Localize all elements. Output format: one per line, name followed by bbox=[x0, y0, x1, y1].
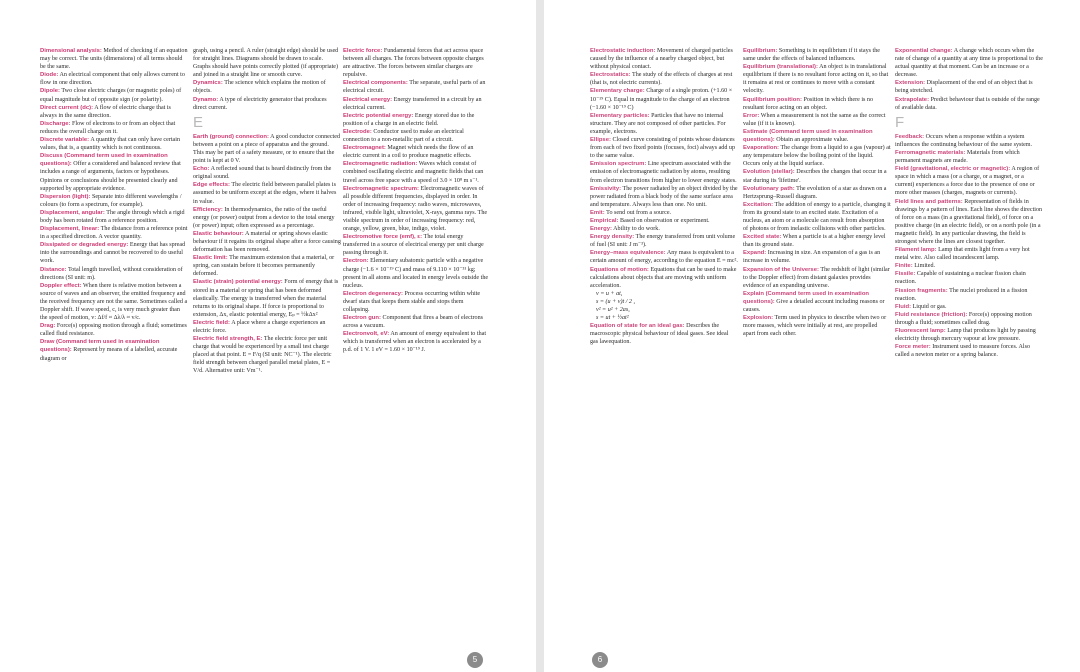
glossary-term: Energy–mass equivalence: bbox=[590, 250, 666, 257]
glossary-entry bbox=[590, 249, 738, 265]
glossary-term: Fluid resistance (friction): bbox=[895, 311, 968, 318]
glossary-definition: The electric force per unit charge that would be experienced by a small test charge placed at that point. E = F/q (SI unit: NC⁻¹). The electric field strength between charged parallel metal plates, E = V/d. Alternative unit: Vm⁻¹. bbox=[193, 336, 332, 375]
glossary-entry bbox=[40, 338, 188, 362]
book-gutter bbox=[536, 0, 544, 672]
glossary-definition: Representation of fields in drawings by a pattern of lines. Each line shows the direction of force on a mass (in a gravitational field), of force on a positive charge (in an electric field), or on a north pole (in a magnetic field). In any particular drawing, the field is strongest where the lines are closest together. bbox=[895, 198, 1043, 245]
glossary-term: Efficiency: bbox=[193, 206, 223, 213]
glossary-term: Displacement, linear: bbox=[40, 226, 100, 233]
equations-of-motion-block bbox=[590, 290, 738, 322]
glossary-entry bbox=[193, 335, 341, 375]
glossary-entry bbox=[743, 96, 891, 112]
glossary-definition: Lamp that produces light by passing electricity through mercury vapour at low pressure. bbox=[895, 328, 1036, 343]
glossary-term: Dynamo: bbox=[193, 96, 219, 103]
glossary-term: Electric force: bbox=[343, 48, 383, 54]
glossary-definition: Equations that can be used to make calculations about objects that are moving with uniform acceleration. bbox=[590, 266, 737, 289]
glossary-term: Electrode: bbox=[343, 128, 372, 135]
glossary-term: Fissile: bbox=[895, 271, 916, 278]
glossary-definition: Force(s) opposing motion through a fluid; sometimes called fluid resistance. bbox=[40, 323, 187, 338]
glossary-definition: Energy that has spread into the surroundings and cannot be recovered to do useful work. bbox=[40, 242, 186, 265]
glossary-definition: Obtain an approximate value. bbox=[776, 137, 849, 144]
glossary-entry bbox=[40, 71, 188, 87]
glossary-entry bbox=[895, 262, 1043, 270]
glossary-entry bbox=[743, 63, 891, 95]
glossary-definition: Process occurring within white dwarf stars that keeps them stable and stops them collapsing. bbox=[343, 290, 481, 313]
glossary-term: Emit: bbox=[590, 209, 605, 216]
glossary-term: Electrical energy: bbox=[343, 96, 393, 103]
glossary-definition: Lamp that emits light from a very hot metal wire. Also called incandescent lamp. bbox=[895, 247, 1030, 262]
glossary-entry bbox=[743, 144, 891, 168]
column-left-2 bbox=[193, 47, 341, 376]
glossary-entry bbox=[743, 266, 891, 290]
column-left-2-body bbox=[193, 133, 341, 376]
glossary-entry bbox=[193, 206, 341, 230]
glossary-definition: When a measurement is not the same as the correct value (if it is known). bbox=[743, 112, 886, 127]
glossary-entry bbox=[590, 209, 738, 217]
glossary-term: Electric field strength, E: bbox=[193, 336, 263, 343]
glossary-definition: Method of checking if an equation may be correct. The units (dimensions) of all terms should be the same. bbox=[40, 48, 188, 71]
glossary-definition: Force(s) opposing motion through a fluid; sometimes called drag. bbox=[895, 311, 1032, 326]
glossary-entry bbox=[193, 165, 341, 181]
glossary-definition: Represent by means of a labelled, accurate diagram or bbox=[40, 347, 178, 362]
glossary-definition: The total energy transferred in a source of electrical energy per unit charge passing through it. bbox=[343, 234, 484, 257]
glossary-definition: Liquid or gas. bbox=[912, 303, 947, 310]
glossary-definition: The power radiated by an object divided by the power radiated from a black body of the same surface area and temperature. Always less than one. No unit. bbox=[590, 185, 738, 208]
glossary-entry bbox=[343, 79, 491, 95]
glossary-entry bbox=[895, 47, 1043, 79]
glossary-term: Dimensional analysis: bbox=[40, 48, 102, 54]
glossary-definition: The redshift of light (similar to the Doppler effect) from distant galaxies provides evidence of an expanding universe. bbox=[743, 266, 890, 289]
section-letter-f: F bbox=[895, 113, 905, 131]
equation-line: v² = u² + 2as, bbox=[596, 307, 630, 313]
glossary-term: Earth (ground) connection: bbox=[193, 133, 269, 140]
glossary-definition: An object is in translational equilibrium if there is no resultant force acting on it, so that it remains at rest or continues to move with a constant velocity. bbox=[743, 64, 889, 95]
glossary-entry bbox=[40, 136, 188, 152]
glossary-definition: Energy stored due to the position of a charge in an electric field. bbox=[343, 112, 475, 127]
page-number-right: 6 bbox=[592, 652, 608, 668]
glossary-entry bbox=[895, 133, 1043, 149]
equation-line: s = ut + ½at² bbox=[596, 315, 629, 322]
glossary-entry bbox=[895, 198, 1043, 247]
glossary-term: Emissivity: bbox=[590, 185, 622, 192]
glossary-term: Empirical: bbox=[590, 217, 619, 224]
glossary-entry bbox=[743, 112, 891, 128]
glossary-definition: In thermodynamics, the ratio of the useful energy (or power) output from a device to the total energy (or power) input; often expressed as a percentage. bbox=[193, 206, 335, 229]
column-right-3-body bbox=[895, 133, 1043, 360]
glossary-definition: Instrument used to measure forces. Also called a newton meter or a spring balance. bbox=[895, 344, 1031, 359]
glossary-term: Edge effects: bbox=[193, 182, 230, 189]
glossary-definition: A change which occurs when the rate of change of a quantity at any time is proportional to the actual quantity at that moment. Can be an increase or a decrease. bbox=[895, 48, 1043, 79]
glossary-definition: Predict behaviour that is outside of the range of available data. bbox=[895, 96, 1040, 111]
glossary-definition: An amount of energy equivalent to that which is transferred when an electron is accelerated by a p.d. of 1 V. 1 eV = 1.60 × 10⁻¹⁹ J. bbox=[343, 331, 487, 354]
glossary-term: Expand: bbox=[743, 250, 767, 257]
glossary-entry bbox=[590, 71, 738, 87]
glossary-definition: The separate, useful parts of an electrical circuit. bbox=[343, 80, 486, 95]
glossary-term: Exponential change: bbox=[895, 48, 953, 54]
column-left-1 bbox=[40, 47, 188, 363]
glossary-term: Excited state: bbox=[743, 234, 782, 241]
glossary-entry bbox=[343, 128, 491, 144]
glossary-definition: Describes the macroscopic physical behaviour of ideal gases. See ideal gas lawequation. bbox=[590, 323, 729, 346]
glossary-definition: Two close electric charges (or magnetic poles) of equal magnitude but of opposite sign (or polarity). bbox=[40, 88, 182, 103]
glossary-entry bbox=[343, 233, 491, 257]
glossary-term: Fluid: bbox=[895, 303, 912, 310]
glossary-entry bbox=[743, 168, 891, 184]
glossary-term: Estimate (Command term used in examination questions): bbox=[743, 128, 873, 144]
glossary-entry bbox=[193, 47, 341, 79]
glossary-definition: Total length travelled, without consideration of directions (SI unit: m). bbox=[40, 266, 183, 281]
glossary-definition: The maximum extension that a material, or spring, can sustain before it becomes permanently deformed. bbox=[193, 255, 335, 278]
glossary-entry bbox=[895, 149, 1043, 165]
glossary-term: Distance: bbox=[40, 266, 67, 273]
glossary-entry bbox=[895, 79, 1043, 95]
glossary-term: Explosion: bbox=[743, 315, 774, 322]
glossary-definition: The nuclei produced in a fission reaction. bbox=[895, 287, 1028, 302]
glossary-definition: Charge of a single proton. (+1.60 × 10⁻¹⁹ C). Equal in magnitude to the charge of an electron (−1.60 × 10⁻¹⁹ C) bbox=[590, 88, 733, 111]
glossary-entry bbox=[743, 314, 891, 338]
column-right-1-top bbox=[590, 47, 738, 290]
glossary-entry bbox=[343, 257, 491, 289]
column-right-2 bbox=[743, 47, 891, 338]
glossary-term: Electrostatics: bbox=[590, 72, 631, 79]
glossary-definition: Waves which consist of combined oscillating electric and magnetic fields that can travel across free space with a speed of 3.0 × 10⁸ m s⁻¹. bbox=[343, 161, 484, 184]
glossary-term: Dynamics: bbox=[193, 80, 223, 87]
glossary-definition: Line spectrum associated with the emission of electromagnetic radiation by atoms, resulting from electron transitions from higher to lower energy states. bbox=[590, 161, 737, 184]
glossary-term: Fission fragments: bbox=[895, 287, 948, 294]
glossary-entry bbox=[193, 278, 341, 318]
glossary-definition: Closed curve consisting of points whose distances from each of two fixed points (focuses, foci) always add up to the same value. bbox=[590, 137, 736, 160]
glossary-entry bbox=[895, 327, 1043, 343]
glossary-term: Electron degeneracy: bbox=[343, 290, 403, 297]
glossary-term: Elementary particles: bbox=[590, 112, 650, 119]
glossary-definition: Component that fires a beam of electrons across a vacuum. bbox=[343, 315, 484, 330]
glossary-entry bbox=[343, 112, 491, 128]
glossary-definition: Magnet which needs the flow of an electric current in a coil to produce magnetic effects. bbox=[343, 145, 474, 160]
glossary-entry bbox=[193, 230, 341, 254]
glossary-term: Elastic behaviour: bbox=[193, 230, 244, 237]
glossary-entry bbox=[40, 241, 188, 265]
glossary-entry bbox=[590, 87, 738, 111]
equation-line: s = (u + v)t / 2 , bbox=[596, 298, 636, 305]
glossary-definition: Materials from which permanent magnets are made. bbox=[895, 149, 1020, 165]
glossary-definition: Increasing in size. An expansion of a gas is an increase in volume. bbox=[743, 250, 881, 265]
glossary-definition: A region of space in which a mass (or a charge, or a magnet, or a current) experiences a force due to the presence of one or more other masses (charges, magnets or currents). bbox=[895, 166, 1040, 197]
glossary-definition: The addition of energy to a particle, changing it from its ground state to an excited state. Excitation of a nucleus, an atom or a molecule can result from absorption of photons or from inelastic collisions with other particles. bbox=[743, 201, 891, 233]
glossary-entry bbox=[590, 233, 738, 249]
glossary-term: Drag: bbox=[40, 323, 56, 330]
glossary-term: Equilibrium (translational): bbox=[743, 64, 818, 71]
glossary-entry bbox=[343, 96, 491, 112]
column-right-3-top bbox=[895, 47, 1043, 112]
glossary-term: Explain (Command term used in examination questions): bbox=[743, 290, 870, 305]
glossary-definition: A type of electricity generator that produces direct current. bbox=[193, 96, 327, 111]
glossary-term: Field lines and patterns: bbox=[895, 198, 963, 205]
glossary-definition: Capable of sustaining a nuclear fission chain reaction. bbox=[895, 271, 1026, 286]
glossary-term: Electric potential energy: bbox=[343, 112, 414, 119]
glossary-entry bbox=[743, 47, 891, 63]
glossary-entry bbox=[193, 133, 341, 165]
glossary-entry bbox=[895, 165, 1043, 197]
glossary-term: Discuss (Command term used in examination questions): bbox=[40, 153, 168, 168]
glossary-entry bbox=[590, 136, 738, 160]
glossary-definition: Conductor used to make an electrical connection to a non-metallic part of a circuit. bbox=[343, 128, 464, 144]
glossary-definition: A quantity that can only have certain values, that is, a quantity which is not continuous. bbox=[40, 137, 180, 152]
glossary-term: Electron: bbox=[343, 258, 369, 265]
glossary-definition: To send out from a source. bbox=[606, 209, 672, 216]
glossary-entry bbox=[40, 104, 188, 120]
glossary-term: Ferromagnetic materials: bbox=[895, 149, 966, 156]
glossary-definition: Position in which there is no resultant force acting on an object. bbox=[743, 96, 874, 111]
glossary-definition: graph, using a pencil. A ruler (straight edge) should be used for straight lines. Diagrams should be drawn to scale. Graphs should have points correctly plotted (if appropriate) and joined in a straight line or smooth curve. bbox=[193, 48, 339, 79]
glossary-term: Evolution (stellar): bbox=[743, 169, 795, 176]
glossary-definition: Elementary subatomic particle with a negative charge (−1.6 × 10⁻¹⁹ C) and mass of 9.110 × 10⁻³¹ kg; present in all atoms and located in energy levels outside the nucleus. bbox=[343, 258, 489, 289]
glossary-entry bbox=[343, 330, 491, 354]
glossary-term: Evolutionary path: bbox=[743, 185, 795, 192]
glossary-term: Filament lamp: bbox=[895, 247, 937, 254]
glossary-entry bbox=[743, 185, 891, 201]
glossary-entry bbox=[40, 193, 188, 209]
glossary-definition: The electric field between parallel plates is assumed to be uniform except at the edges, where it halves in value. bbox=[193, 182, 337, 205]
glossary-entry bbox=[895, 246, 1043, 262]
glossary-term: Excitation: bbox=[743, 201, 774, 208]
glossary-term: Elastic (strain) potential energy: bbox=[193, 279, 283, 286]
glossary-term: Ellipse: bbox=[590, 137, 611, 144]
glossary-definition: A place where a charge experiences an electric force. bbox=[193, 319, 326, 334]
glossary-definition: Separate into different wavelengths / colours (to form a spectrum, for example). bbox=[40, 193, 182, 208]
column-left-2-top bbox=[193, 47, 341, 112]
glossary-entry bbox=[193, 254, 341, 278]
glossary-term: Electromagnetic radiation: bbox=[343, 161, 418, 168]
glossary-entry bbox=[590, 225, 738, 233]
glossary-term: Fluorescent lamp: bbox=[895, 328, 946, 334]
glossary-definition: When there is relative motion between a source of waves and an observer, the emitted frequency and the received frequency are not the same. Sometimes called a Doppler shift. If wave speed, c, is very much greater than the speed of motion, v: Δf/f ≈ Δλ/λ ≈ v/c. bbox=[40, 282, 188, 322]
glossary-term: Discharge: bbox=[40, 120, 71, 127]
glossary-entry bbox=[743, 128, 891, 144]
glossary-entry bbox=[590, 185, 738, 209]
glossary-definition: Offer a considered and balanced review that includes a range of arguments, factors or hypotheses. Opinions or conclusions should be presented clearly and supported by appropriate evidence. bbox=[40, 161, 181, 192]
glossary-definition: The science which explains the motion of objects. bbox=[193, 80, 326, 95]
glossary-term: Electrostatic induction: bbox=[590, 48, 656, 54]
glossary-definition: The angle through which a rigid body has been rotated from a reference position. bbox=[40, 209, 185, 224]
glossary-entry bbox=[895, 287, 1043, 303]
glossary-entry bbox=[40, 47, 188, 71]
glossary-entry bbox=[40, 266, 188, 282]
glossary-entry bbox=[590, 47, 738, 71]
glossary-term: Diode: bbox=[40, 72, 59, 79]
glossary-term: Electrical components: bbox=[343, 80, 408, 87]
glossary-definition: The energy transferred from unit volume of fuel (SI unit: J m⁻³). bbox=[590, 234, 736, 249]
glossary-term: Draw (Command term used in examination questions): bbox=[40, 339, 160, 354]
glossary-term: Dissipated or degraded energy: bbox=[40, 242, 129, 249]
glossary-entry bbox=[40, 152, 188, 192]
glossary-entry bbox=[743, 290, 891, 314]
glossary-term: Finite: bbox=[895, 263, 913, 270]
glossary-definition: Form of energy that is stored in a material or spring that has been deformed elastically. The energy is transferred when the material returns to its original shape. If force is proportional to extension, Δx, elastic potential energy, Eₚ = ½kΔx² bbox=[193, 279, 339, 318]
glossary-entry bbox=[40, 225, 188, 241]
glossary-entry bbox=[193, 96, 341, 112]
glossary-entry bbox=[895, 343, 1043, 359]
glossary-entry bbox=[40, 322, 188, 338]
glossary-definition: Occurs when a response within a system influences the continuing behaviour of the same system. bbox=[895, 133, 1033, 148]
column-left-3 bbox=[343, 47, 491, 355]
glossary-definition: A flow of electric charge that is always in the same direction. bbox=[40, 104, 171, 119]
glossary-term: Elastic limit: bbox=[193, 255, 228, 262]
glossary-definition: Term used in physics to describe when two or more masses, which were initially at rest, are propelled apart from each other. bbox=[743, 315, 887, 338]
glossary-term: Electromotive force (emf), ε: bbox=[343, 234, 423, 241]
glossary-term: Dispersion (light): bbox=[40, 193, 91, 200]
glossary-term: Equation of state for an ideal gas: bbox=[590, 323, 685, 330]
glossary-entry bbox=[590, 266, 738, 290]
glossary-definition: The study of the effects of charges at rest (that is, not electric currents). bbox=[590, 72, 733, 87]
column-right-1 bbox=[590, 47, 738, 346]
glossary-definition: The distance from a reference point in a specified direction. A vector quantity. bbox=[40, 226, 188, 241]
glossary-term: Equations of motion: bbox=[590, 266, 649, 273]
glossary-entry bbox=[193, 79, 341, 95]
glossary-definition: Any mass is equivalent to a certain amount of energy, according to the equation E = mc². bbox=[590, 250, 738, 265]
glossary-definition: Energy transferred in a circuit by an electrical current. bbox=[343, 96, 482, 111]
glossary-definition: The evolution of a star as drawn on a Hertzsprung–Russell diagram. bbox=[743, 185, 887, 200]
glossary-definition: Give a detailed account including reasons or causes. bbox=[743, 298, 885, 313]
glossary-term: Extrapolate: bbox=[895, 96, 930, 103]
glossary-definition: Flow of electrons to or from an object that reduces the overall charge on it. bbox=[40, 120, 176, 135]
glossary-term: Electric field: bbox=[193, 319, 230, 326]
glossary-definition: Something is in equilibrium if it stays the same under the effects of balanced influences. bbox=[743, 48, 880, 63]
glossary-entry bbox=[40, 120, 188, 136]
glossary-definition: Based on observation or experiment. bbox=[620, 217, 710, 224]
glossary-term: Electron gun: bbox=[343, 315, 381, 322]
glossary-term: Electronvolt, eV: bbox=[343, 331, 390, 338]
glossary-entry bbox=[895, 303, 1043, 311]
page-number-left: 5 bbox=[467, 652, 483, 668]
glossary-definition: Describes the changes that occur in a star during its 'lifetime'. bbox=[743, 169, 887, 184]
left-page bbox=[0, 0, 536, 672]
glossary-definition: Electromagnetic waves of all possible different frequencies, displayed in order. In order of increasing frequency: radio waves, microwaves, infrared, visible light, ultraviolet, X-rays, gamma rays. The visible spectrum in order of increasing frequency: red, orange, yellow, green, blue, indigo, violet. bbox=[343, 185, 488, 233]
glossary-entry bbox=[343, 47, 491, 79]
glossary-term: Force meter: bbox=[895, 344, 931, 351]
glossary-entry bbox=[743, 249, 891, 265]
glossary-entry bbox=[343, 185, 491, 234]
glossary-term: Extension: bbox=[895, 80, 926, 87]
glossary-definition: Limited. bbox=[914, 263, 936, 270]
glossary-entry bbox=[343, 314, 491, 330]
glossary-term: Equilibrium position: bbox=[743, 96, 802, 103]
glossary-definition: Movement of charged particles caused by the influence of a nearby charged object, but without physical contact. bbox=[590, 48, 733, 71]
glossary-definition: Ability to do work. bbox=[613, 226, 660, 233]
glossary-entry bbox=[343, 290, 491, 314]
glossary-term: Doppler effect: bbox=[40, 282, 82, 289]
glossary-term: Echo: bbox=[193, 166, 210, 173]
glossary-definition: A reflected sound that is heard distinctly from the original sound. bbox=[193, 166, 332, 181]
glossary-entry bbox=[193, 319, 341, 335]
glossary-term: Direct current (dc): bbox=[40, 104, 94, 111]
glossary-entry bbox=[343, 160, 491, 184]
glossary-term: Discrete variable: bbox=[40, 137, 90, 144]
right-page bbox=[544, 0, 1080, 672]
glossary-entry bbox=[40, 209, 188, 225]
glossary-entry bbox=[590, 217, 738, 225]
glossary-term: Feedback: bbox=[895, 133, 925, 140]
glossary-definition: Displacement of the end of an object that is being stretched. bbox=[895, 80, 1033, 95]
glossary-term: Expansion of the Universe: bbox=[743, 266, 819, 273]
glossary-definition: Particles that have no internal structure. They are not composed of other particles. For example, electrons. bbox=[590, 112, 726, 135]
glossary-definition: When a particle is at a higher energy level than its ground state. bbox=[743, 234, 886, 249]
column-right-3 bbox=[895, 47, 1043, 359]
section-letter-e: E bbox=[193, 113, 204, 131]
glossary-term: Evaporation: bbox=[743, 145, 780, 152]
glossary-term: Elementary charge: bbox=[590, 88, 645, 95]
glossary-term: Dipole: bbox=[40, 88, 60, 95]
glossary-term: Electromagnet: bbox=[343, 145, 386, 152]
column-right-1-bottom bbox=[590, 322, 738, 346]
glossary-entry bbox=[343, 144, 491, 160]
glossary-definition: A material or spring shows elastic behaviour if it regains its original shape after a force causing deformation has been removed. bbox=[193, 230, 341, 254]
glossary-entry bbox=[743, 201, 891, 233]
glossary-entry bbox=[40, 282, 188, 322]
glossary-entry bbox=[895, 96, 1043, 112]
glossary-entry bbox=[895, 311, 1043, 327]
glossary-entry bbox=[40, 87, 188, 103]
glossary-entry bbox=[895, 270, 1043, 286]
equation-line: v = u + at, bbox=[596, 290, 623, 297]
glossary-definition: An electrical component that only allows current to flow in one direction. bbox=[40, 72, 185, 87]
glossary-entry bbox=[743, 233, 891, 249]
glossary-term: Electromagnetic spectrum: bbox=[343, 185, 419, 192]
glossary-definition: Fundamental forces that act across space between all charges. The forces between opposite charges are attractive. The forces between similar charges are repulsive. bbox=[343, 48, 484, 79]
glossary-term: Energy density: bbox=[590, 234, 635, 241]
glossary-definition: A good conductor connected between a point on a piece of apparatus and the ground. This may be part of a safety measure, or to ensure that the point is kept at 0 V. bbox=[193, 133, 340, 165]
glossary-definition: The change from a liquid to a gas (vapour) at any temperature below the boiling point of the liquid. Occurs only at the liquid surface. bbox=[743, 145, 891, 168]
glossary-term: Equilibrium: bbox=[743, 48, 778, 54]
glossary-term: Emission spectrum: bbox=[590, 161, 647, 168]
glossary-entry bbox=[590, 160, 738, 184]
glossary-entry bbox=[590, 112, 738, 136]
glossary-term: Energy: bbox=[590, 226, 612, 233]
glossary-term: Field (gravitational, electric or magnetic): bbox=[895, 166, 1011, 173]
glossary-entry bbox=[193, 181, 341, 205]
glossary-term: Error: bbox=[743, 112, 760, 119]
glossary-term: Displacement, angular: bbox=[40, 209, 105, 216]
glossary-entry bbox=[590, 322, 738, 346]
